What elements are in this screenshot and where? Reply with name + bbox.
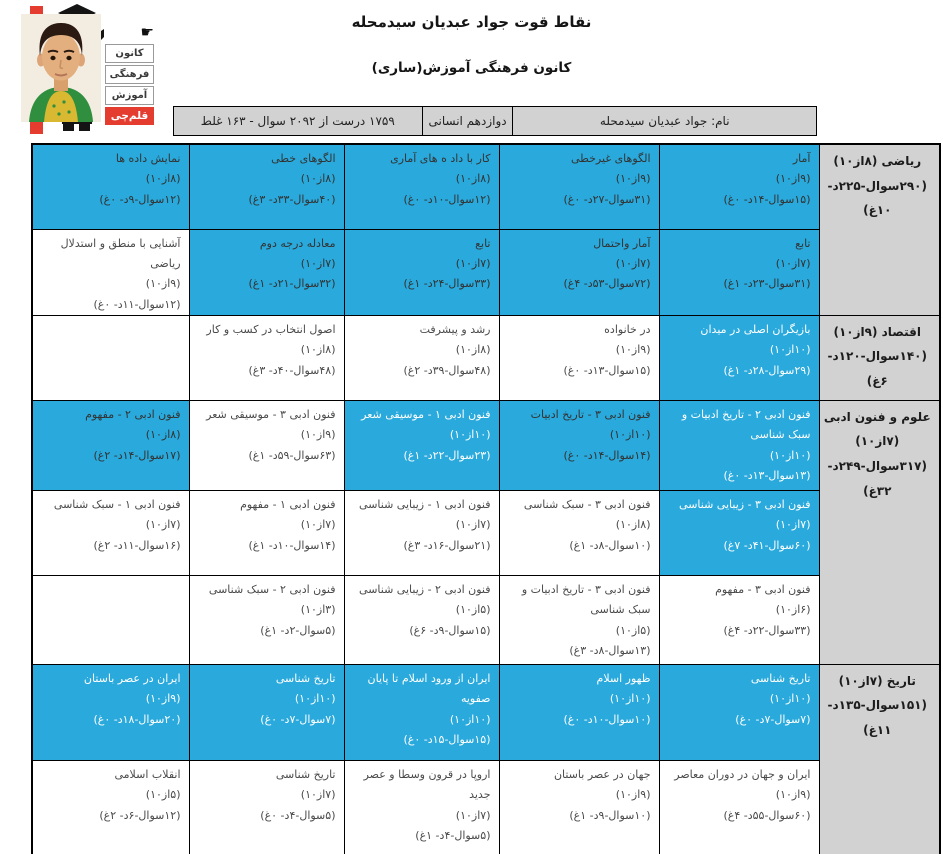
table-row	[32, 400, 940, 490]
page-title: نقاط قوت جواد عبدیان سیدمحله	[351, 13, 592, 31]
logo-wordmark	[105, 25, 154, 125]
subject-header-history: تاریخ (۷از۱۰) (۱۵۱سوال-۱۳۵د- ۱۱غ)	[819, 664, 940, 854]
subject-header-economy: اقتصاد (۹از۱۰) (۱۴۰سوال-۱۲۰د- ۶غ)	[819, 315, 940, 400]
subject-header-literature: علوم و فنون ادبی (۷از۱۰) (۳۱۷سوال-۲۴۹د- ۳۲غ)	[819, 400, 940, 664]
topic-cell: فنون ادبی ۱ - مفهوم (۷از۱۰) (۱۴سوال-۱۰د- ۱غ)	[189, 490, 344, 575]
topic-cell: اصول انتخاب در کسب و کار (۸از۱۰) (۴۸سوال-۴۰د- ۳غ)	[189, 315, 344, 400]
grade-field-cell: دوازدهم انسانی	[422, 106, 514, 136]
table-row	[32, 315, 940, 400]
topic-cell: تاریخ شناسی (۷از۱۰) (۵سوال-۴د- ۰غ)	[189, 760, 344, 854]
table-row	[32, 575, 940, 664]
topic-cell: ایران در عصر باستان (۹از۱۰) (۲۰سوال-۱۸د- ۰غ)	[32, 664, 189, 760]
topic-cell: فنون ادبی ۲ - مفهوم (۸از۱۰) (۱۷سوال-۱۴د- ۲غ)	[32, 400, 189, 490]
page-subtitle: کانون فرهنگی آموزش(ساری)	[371, 60, 572, 76]
logo-word-farhangi: فرهنگی	[105, 65, 154, 84]
table-row	[32, 760, 940, 854]
logo-word-kanoon: کانون	[105, 44, 154, 63]
topic-cell: آمار (۹از۱۰) (۱۵سوال-۱۴د- ۰غ)	[659, 144, 819, 229]
topic-cell: تابع (۷از۱۰) (۳۳سوال-۲۴د- ۱غ)	[344, 229, 499, 315]
topic-cell: الگوهای غیرخطی (۹از۱۰) (۳۱سوال-۲۷د- ۰غ)	[499, 144, 659, 229]
topic-cell: فنون ادبی ۳ - سبک شناسی (۸از۱۰) (۱۰سوال-۸د- ۱غ)	[499, 490, 659, 575]
report-table	[31, 143, 941, 854]
topic-cell: فنون ادبی ۳ - مفهوم (۶از۱۰) (۳۳سوال-۲۲د- ۴غ)	[659, 575, 819, 664]
topic-cell: ایران و جهان در دوران معاصر (۹از۱۰) (۶۰سوال-۵۵د- ۴غ)	[659, 760, 819, 854]
empty-cell	[32, 575, 189, 664]
logo-word-amoozesh: آموزش	[105, 86, 154, 105]
topic-cell: فنون ادبی ۲ - سبک شناسی (۳از۱۰) (۵سوال-۲د- ۱غ)	[189, 575, 344, 664]
topic-cell: آمار واحتمال (۷از۱۰) (۷۲سوال-۵۳د- ۴غ)	[499, 229, 659, 315]
topic-cell: فنون ادبی ۱ - موسیقی شعر (۱۰از۱۰) (۲۳سوال-۲۲د- ۱غ)	[344, 400, 499, 490]
topic-cell: فنون ادبی ۲ - زیبایی شناسی (۵از۱۰) (۱۵سوال-۹د- ۶غ)	[344, 575, 499, 664]
topic-cell: فنون ادبی ۳ - تاریخ ادبیات و سبک شناسی (۵از۱۰) (۱۳سوال-۸د- ۳غ)	[499, 575, 659, 664]
topic-cell: فنون ادبی ۳ - موسیقی شعر (۹از۱۰) (۶۳سوال-۵۹د- ۱غ)	[189, 400, 344, 490]
topic-cell: فنون ادبی ۲ - تاریخ ادبیات و سبک شناسی (۱۰از۱۰) (۱۳سوال-۱۳د- ۰غ)	[659, 400, 819, 490]
info-bar	[173, 106, 817, 136]
report-table-body	[32, 144, 940, 854]
topic-cell: آشنایی با منطق و استدلال ریاضی (۹از۱۰) (۱۲سوال-۱۱د- ۰غ)	[32, 229, 189, 315]
topic-cell: فنون ادبی ۱ - زیبایی شناسی (۷از۱۰) (۲۱سوال-۱۶د- ۳غ)	[344, 490, 499, 575]
student-photo	[21, 14, 101, 122]
table-row	[32, 490, 940, 575]
topic-cell: اروپا در قرون وسطا و عصر جدید (۷از۱۰) (۵سوال-۴د- ۱غ)	[344, 760, 499, 854]
ghalamchi-badge: قلم‌چی	[105, 107, 154, 125]
topic-cell: جهان در عصر باستان (۹از۱۰) (۱۰سوال-۹د- ۱غ)	[499, 760, 659, 854]
topic-cell: تابع (۷از۱۰) (۳۱سوال-۲۳د- ۱غ)	[659, 229, 819, 315]
topic-cell: معادله درجه دوم (۷از۱۰) (۳۲سوال-۲۱د- ۱غ)	[189, 229, 344, 315]
table-row	[32, 144, 940, 229]
topic-cell: فنون ادبی ۳ - زیبایی شناسی (۷از۱۰) (۶۰سوال-۴۱د- ۷غ)	[659, 490, 819, 575]
empty-cell	[32, 315, 189, 400]
topic-cell: نمایش داده ها (۸از۱۰) (۱۲سوال-۹د- ۰غ)	[32, 144, 189, 229]
student-name-cell: نام: جواد عبدیان سیدمحله	[512, 106, 817, 136]
topic-cell: ظهور اسلام (۱۰از۱۰) (۱۰سوال-۱۰د- ۰غ)	[499, 664, 659, 760]
report-header	[0, 0, 943, 143]
topic-cell: بازیگران اصلی در میدان (۱۰از۱۰) (۲۹سوال-۲۸د- ۱غ)	[659, 315, 819, 400]
topic-cell: الگوهای خطی (۸از۱۰) (۴۰سوال-۳۳د- ۳غ)	[189, 144, 344, 229]
topic-cell: رشد و پیشرفت (۸از۱۰) (۴۸سوال-۳۹د- ۲غ)	[344, 315, 499, 400]
topic-cell: کار با داد ه های آماری (۸از۱۰) (۱۲سوال-۱۰د- ۰غ)	[344, 144, 499, 229]
topic-cell: در خانواده (۹از۱۰) (۱۵سوال-۱۳د- ۰غ)	[499, 315, 659, 400]
topic-cell: تاریخ شناسی (۱۰از۱۰) (۷سوال-۷د- ۰غ)	[189, 664, 344, 760]
topic-cell: فنون ادبی ۳ - تاریخ ادبیات (۱۰از۱۰) (۱۴سوال-۱۴د- ۰غ)	[499, 400, 659, 490]
topic-cell: تاریخ شناسی (۱۰از۱۰) (۷سوال-۷د- ۰غ)	[659, 664, 819, 760]
topic-cell: ایران از ورود اسلام تا پایان صفویه (۱۰از۱۰) (۱۵سوال-۱۵د- ۰غ)	[344, 664, 499, 760]
pointing-hand-icon: ☛	[140, 23, 154, 41]
topic-cell: فنون ادبی ۱ - سبک شناسی (۷از۱۰) (۱۶سوال-۱۱د- ۲غ)	[32, 490, 189, 575]
subject-header-math: ریاضی (۸از۱۰) (۲۹۰سوال-۲۲۵د- ۱۰غ)	[819, 144, 940, 315]
table-row	[32, 229, 940, 315]
topic-cell: انقلاب اسلامی (۵از۱۰) (۱۲سوال-۶د- ۲غ)	[32, 760, 189, 854]
table-row	[32, 664, 940, 760]
total-stats-cell: ۱۷۵۹ درست از ۲۰۹۲ سوال - ۱۶۳ غلط	[173, 106, 423, 136]
